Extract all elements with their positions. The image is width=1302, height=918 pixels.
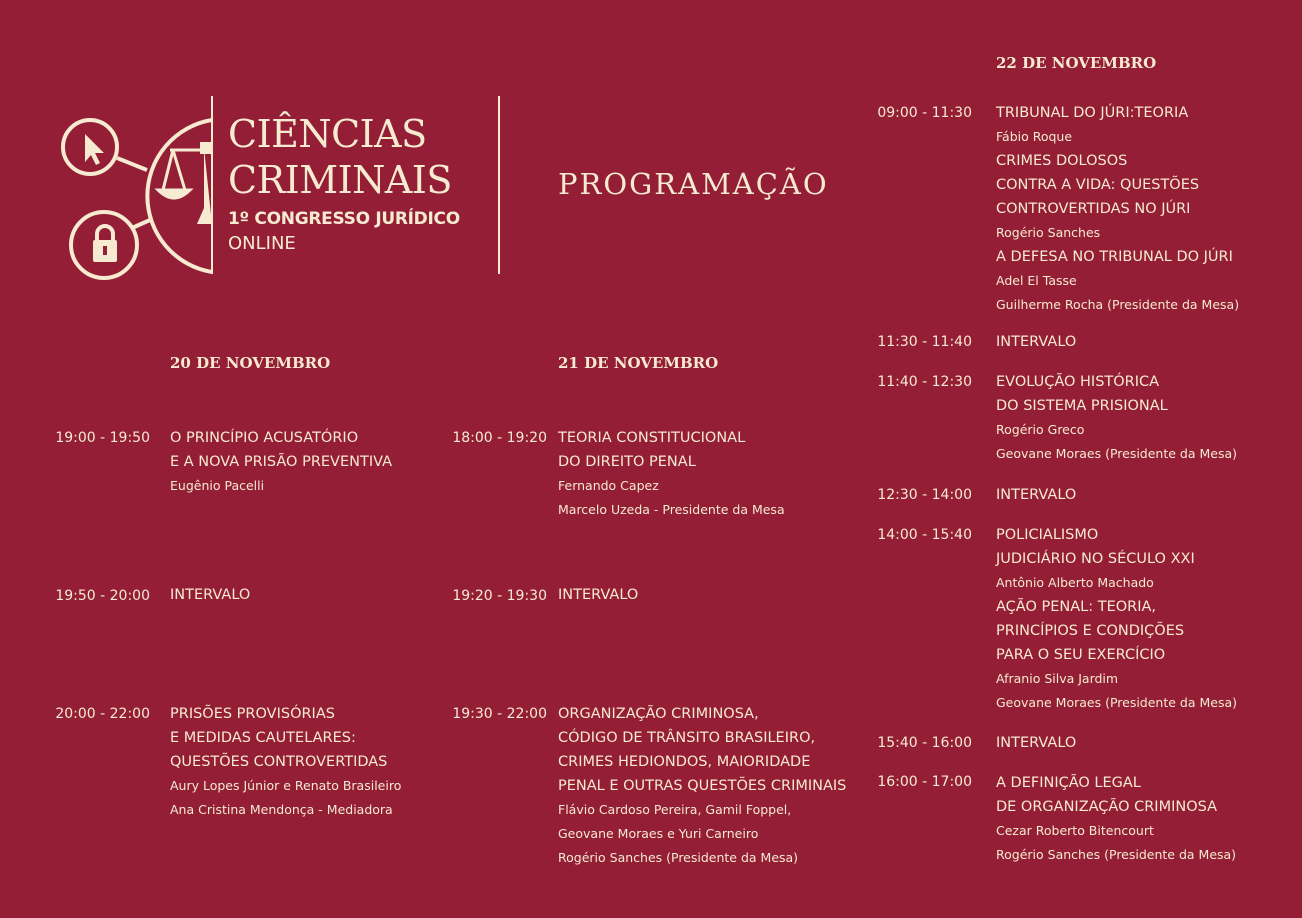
session-title: CÓDIGO DE TRÂNSITO BRASILEIRO, — [558, 730, 816, 746]
session-time: 20:00 - 22:00 — [55, 706, 150, 722]
day-label-21: 21 DE NOVEMBRO — [558, 354, 719, 372]
speaker-name: Fernando Capez — [558, 478, 659, 493]
session-time: 15:40 - 16:00 — [877, 735, 972, 751]
session-title: DO DIREITO PENAL — [558, 454, 696, 470]
session-title: DO SISTEMA PRISIONAL — [996, 398, 1168, 414]
session-title: EVOLUÇÃO HISTÓRICA — [996, 374, 1160, 390]
session-time: 18:00 - 19:20 — [452, 430, 547, 446]
session-time: 19:20 - 19:30 — [452, 588, 547, 604]
session-title: PRISÕES PROVISÓRIAS — [170, 706, 335, 722]
session-block — [996, 483, 1076, 507]
speaker-name: Aury Lopes Júnior e Renato Brasileiro — [170, 778, 402, 793]
session-block — [170, 702, 401, 822]
brand-online: ONLINE — [228, 233, 296, 254]
session-time: 16:00 - 17:00 — [877, 774, 972, 790]
session-time: 19:30 - 22:00 — [452, 706, 547, 722]
session-title: PARA O SEU EXERCÍCIO — [996, 647, 1166, 663]
session-time: 19:50 - 20:00 — [55, 588, 150, 604]
session-block — [996, 771, 1236, 867]
session-title: PRINCÍPIOS E CONDIÇÕES — [996, 623, 1185, 639]
session-title: POLICIALISMO — [996, 527, 1099, 543]
speaker-name: Rogério Sanches — [996, 225, 1101, 240]
session-title: INTERVALO — [996, 334, 1077, 350]
brand-subtitle: 1º CONGRESSO JURÍDICO — [228, 209, 460, 229]
session-title: INTERVALO — [558, 587, 639, 603]
logo-graphic — [52, 108, 212, 288]
session-title: TRIBUNAL DO JÚRI:TEORIA — [996, 105, 1189, 121]
lock-icon — [93, 226, 117, 262]
speaker-name: Rogério Sanches (Presidente da Mesa) — [558, 850, 799, 865]
speaker-name: Rogério Greco — [996, 422, 1085, 437]
session-title: PENAL E OUTRAS QUESTÕES CRIMINAIS — [558, 778, 847, 794]
speaker-name: Fábio Roque — [996, 129, 1073, 144]
brand-title-1: CIÊNCIAS — [228, 112, 427, 156]
session-title: E MEDIDAS CAUTELARES: — [170, 730, 356, 746]
session-block — [996, 731, 1076, 755]
session-title: QUESTÕES CONTROVERTIDAS — [170, 754, 388, 770]
session-title: CONTRA A VIDA: QUESTÕES — [996, 177, 1200, 193]
session-block — [996, 101, 1239, 317]
speaker-name: Geovane Moraes e Yuri Carneiro — [558, 826, 759, 841]
session-title: A DEFESA NO TRIBUNAL DO JÚRI — [996, 249, 1233, 265]
session-title: CONTROVERTIDAS NO JÚRI — [996, 201, 1191, 217]
session-title: INTERVALO — [996, 487, 1077, 503]
session-title: INTERVALO — [170, 587, 251, 603]
session-block — [558, 702, 846, 870]
session-block — [996, 370, 1237, 466]
session-title: JUDICIÁRIO NO SÉCULO XXI — [996, 551, 1195, 567]
session-block — [170, 583, 250, 607]
speaker-name: Guilherme Rocha (Presidente da Mesa) — [996, 297, 1240, 312]
session-time: 12:30 - 14:00 — [877, 487, 972, 503]
brand-title-2: CRIMINAIS — [228, 158, 452, 202]
session-block — [996, 523, 1237, 715]
session-title: ORGANIZAÇÃO CRIMINOSA, — [558, 706, 759, 722]
speaker-name: Marcelo Uzeda - Presidente da Mesa — [558, 502, 785, 517]
speaker-name: Eugênio Pacelli — [170, 478, 265, 493]
heading-divider — [498, 96, 500, 274]
session-title: TEORIA CONSTITUCIONAL — [558, 430, 746, 446]
session-title: CRIMES DOLOSOS — [996, 153, 1128, 169]
speaker-name: Ana Cristina Mendonça - Mediadora — [170, 802, 393, 817]
logo-divider — [211, 96, 213, 274]
session-time: 14:00 - 15:40 — [877, 527, 972, 543]
speaker-name: Flávio Cardoso Pereira, Gamil Foppel, — [558, 802, 792, 817]
speaker-name: Antônio Alberto Machado — [996, 575, 1154, 590]
session-time: 11:30 - 11:40 — [877, 334, 972, 350]
page-title: PROGRAMAÇÃO — [558, 167, 829, 201]
session-block — [996, 330, 1076, 354]
speaker-name: Geovane Moraes (Presidente da Mesa) — [996, 446, 1238, 461]
speaker-name: Cezar Roberto Bitencourt — [996, 823, 1154, 838]
scale-icon — [158, 142, 212, 224]
session-time: 11:40 - 12:30 — [877, 374, 972, 390]
day-label-22: 22 DE NOVEMBRO — [996, 54, 1157, 72]
session-block — [558, 583, 638, 607]
cursor-icon — [85, 134, 104, 165]
session-title: INTERVALO — [996, 735, 1077, 751]
speaker-name: Adel El Tasse — [996, 273, 1077, 288]
speaker-name: Geovane Moraes (Presidente da Mesa) — [996, 695, 1238, 710]
speaker-name: Rogério Sanches (Presidente da Mesa) — [996, 847, 1237, 862]
speaker-name: Afranio Silva Jardim — [996, 671, 1119, 686]
session-title: E A NOVA PRISÃO PREVENTIVA — [170, 454, 393, 470]
session-time: 09:00 - 11:30 — [877, 105, 972, 121]
day-label-20: 20 DE NOVEMBRO — [170, 354, 331, 372]
session-block — [558, 426, 785, 522]
session-title: O PRINCÍPIO ACUSATÓRIO — [170, 430, 359, 446]
session-title: AÇÃO PENAL: TEORIA, — [996, 599, 1157, 615]
session-time: 19:00 - 19:50 — [55, 430, 150, 446]
session-title: DE ORGANIZAÇÃO CRIMINOSA — [996, 799, 1218, 815]
session-title: A DEFINIÇÃO LEGAL — [996, 775, 1141, 791]
session-block — [170, 426, 392, 498]
session-title: CRIMES HEDIONDOS, MAIORIDADE — [558, 754, 811, 770]
